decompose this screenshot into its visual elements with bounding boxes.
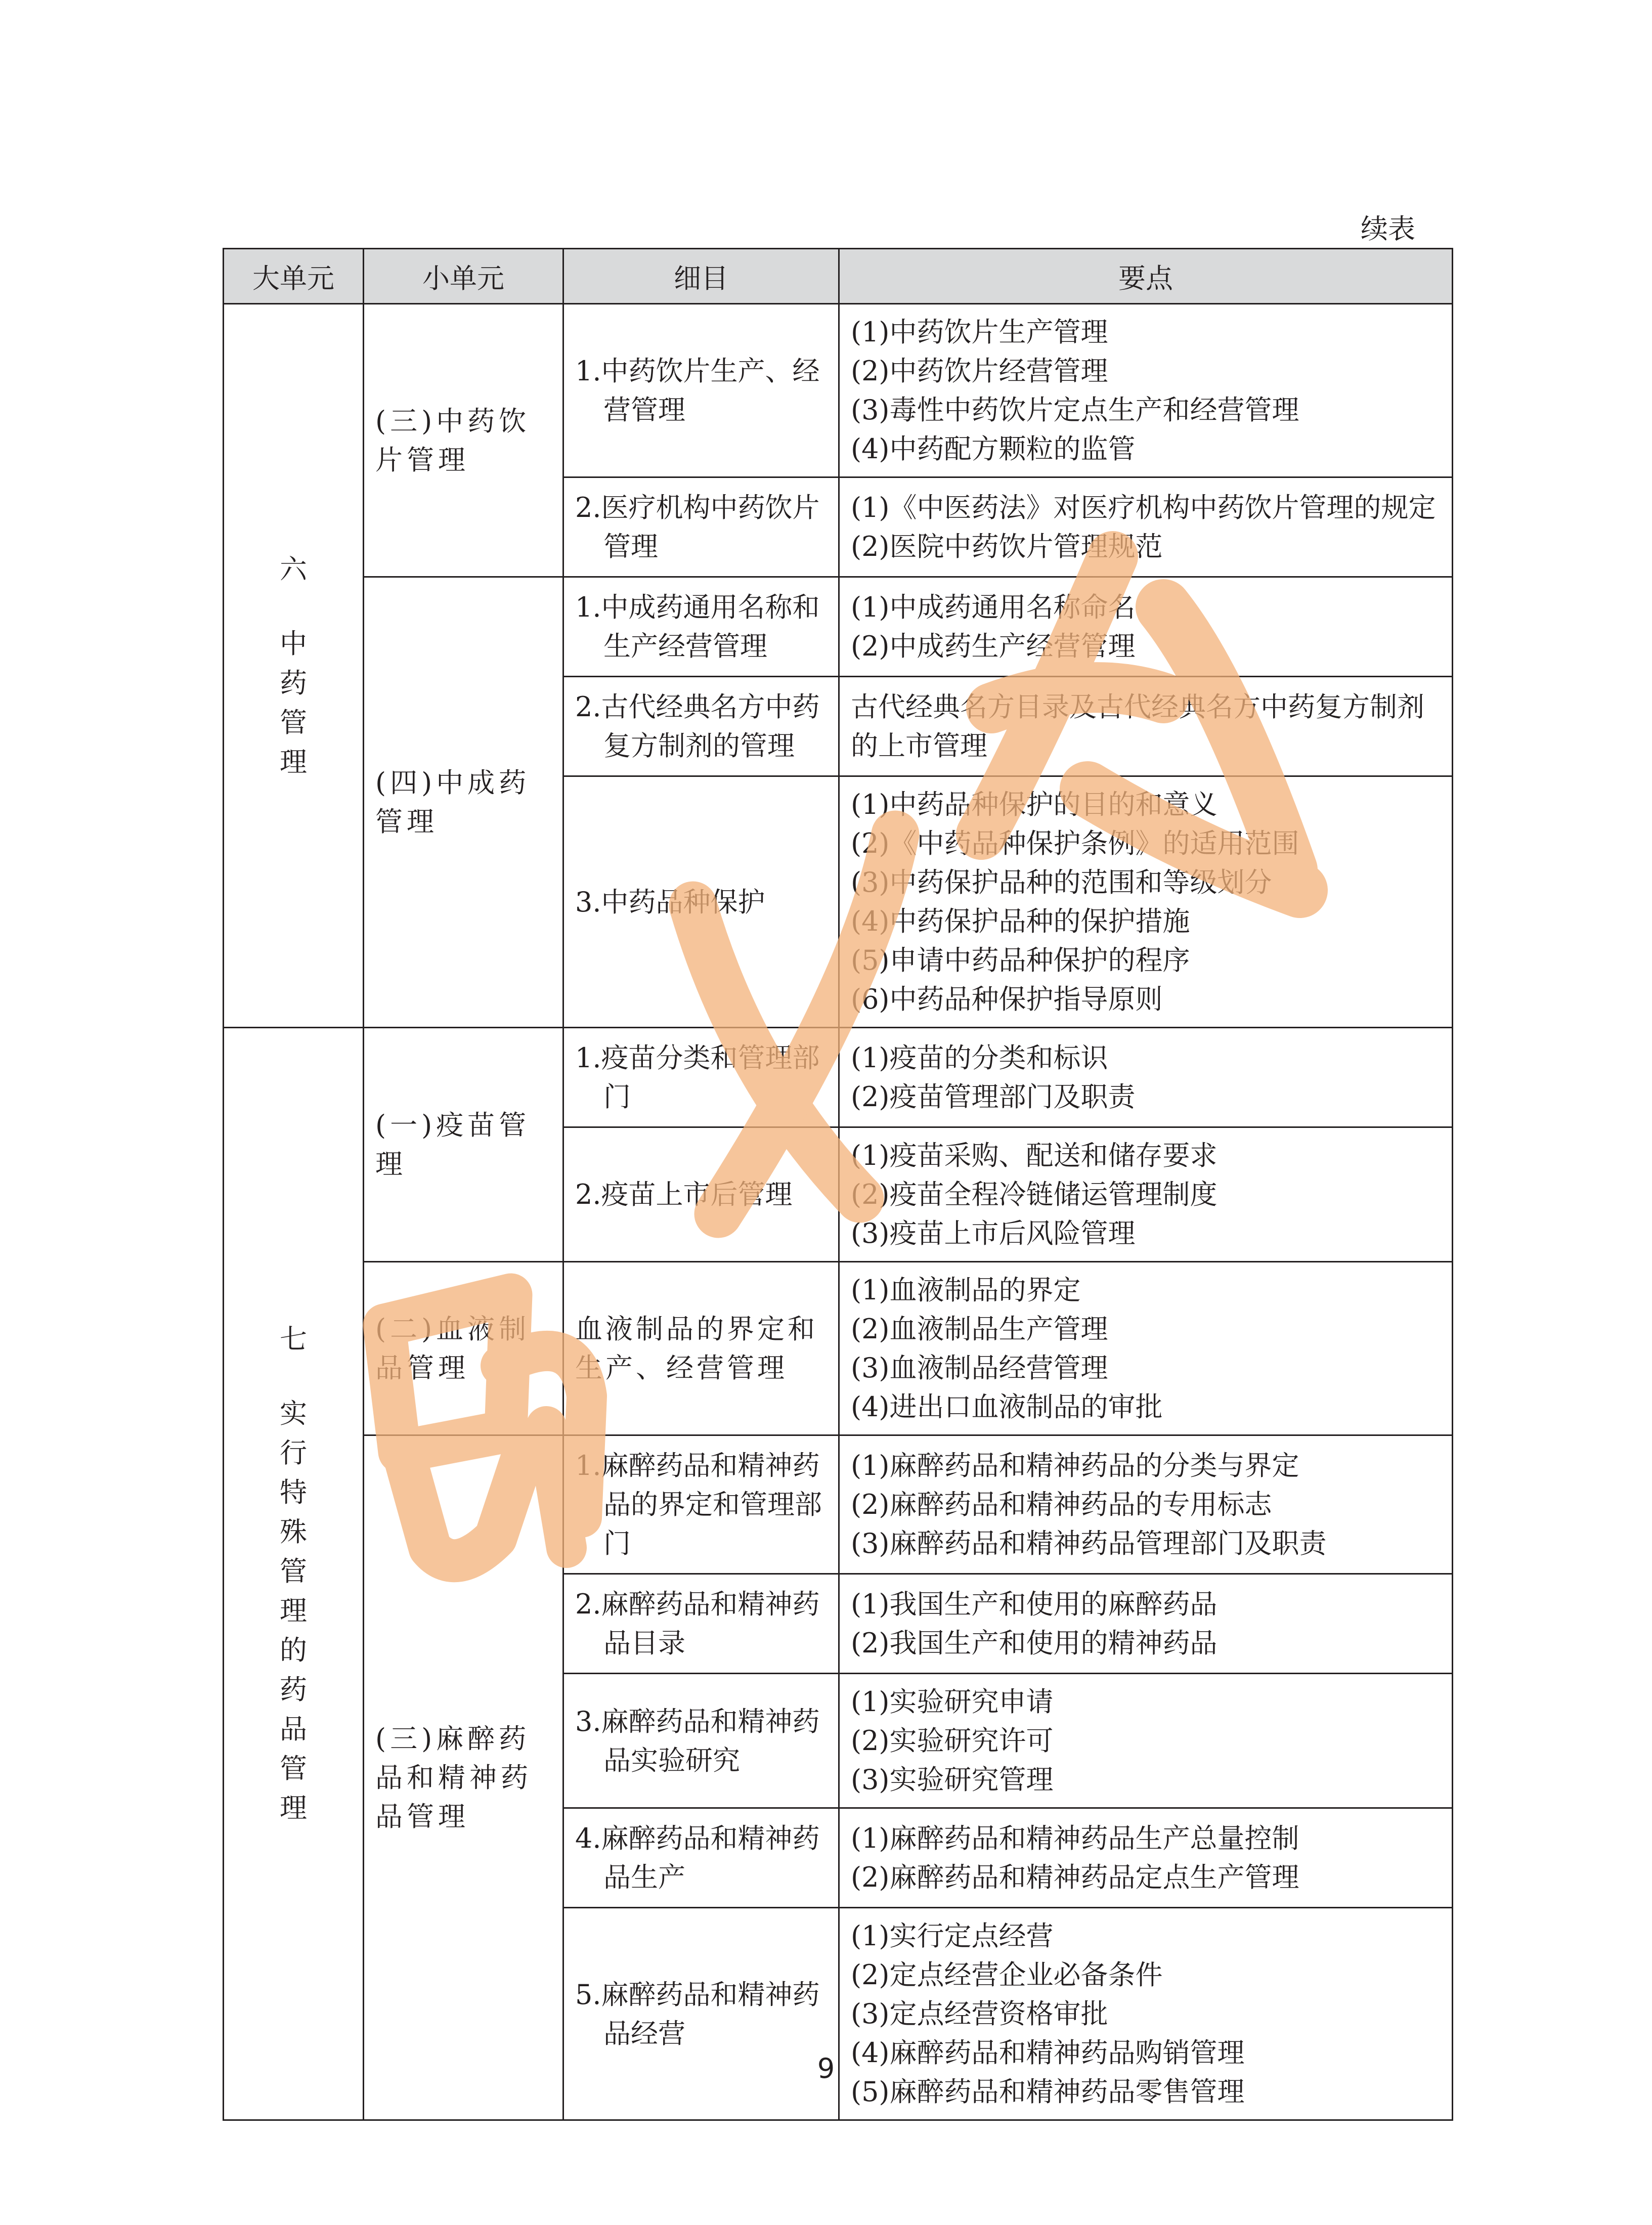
detail-text: 2.麻醉药品和精神药品目录 <box>575 1588 820 1659</box>
detail-text: 1.中成药通用名称和生产经营管理 <box>575 591 820 662</box>
major-unit-cell <box>224 1028 364 2120</box>
detail-text: 3.中药品种保护 <box>575 886 765 918</box>
syllabus-table <box>223 248 1453 2121</box>
detail-text: 2.疫苗上市后管理 <box>575 1179 793 1210</box>
key-point: (2)血液制品生产管理 <box>851 1313 1108 1345</box>
detail-cell <box>563 1674 839 1808</box>
key-point: (3)麻醉药品和精神药品管理部门及职责 <box>851 1528 1327 1559</box>
points-cell <box>839 577 1453 677</box>
key-point: (1)实行定点经营 <box>851 1920 1054 1952</box>
points-cell <box>839 477 1453 577</box>
key-point: (1)中药饮片生产管理 <box>851 316 1108 348</box>
key-point: (3)实验研究管理 <box>851 1764 1054 1796</box>
key-point: (2)定点经营企业必备条件 <box>851 1959 1163 1991</box>
detail-cell <box>563 677 839 776</box>
key-point: (4)中药配方颗粒的监管 <box>851 433 1136 465</box>
key-point: (2)疫苗全程冷链储运管理制度 <box>851 1179 1218 1210</box>
detail-text: 5.麻醉药品和精神药品经营 <box>575 1978 820 2049</box>
key-point: (5)麻醉药品和精神药品零售管理 <box>851 2076 1245 2108</box>
key-point: (4)进出口血液制品的审批 <box>851 1391 1163 1423</box>
detail-text: 1.中药饮片生产、经营管理 <box>575 355 820 426</box>
detail-cell <box>563 1908 839 2120</box>
detail-text: 2.古代经典名方中药复方制剂的管理 <box>575 691 820 762</box>
key-point: (1)疫苗的分类和标识 <box>851 1042 1108 1074</box>
points-cell <box>839 1435 1453 1574</box>
page-number: 9 <box>817 2053 835 2084</box>
key-point: (3)毒性中药饮片定点生产和经营管理 <box>851 394 1299 426</box>
points-cell <box>839 1028 1453 1127</box>
key-point: (2)疫苗管理部门及职责 <box>851 1081 1136 1113</box>
key-point: (1)血液制品的界定 <box>851 1274 1081 1306</box>
sub-unit-cell: (四)中成药管理 <box>364 577 563 1028</box>
sub-unit-cell: (一)疫苗管理 <box>364 1028 563 1262</box>
key-point: (5)申请中药品种保护的程序 <box>851 944 1190 976</box>
key-point: (2)医院中药饮片管理规范 <box>851 531 1163 562</box>
detail-cell <box>563 1435 839 1574</box>
detail-cell <box>563 577 839 677</box>
key-point: (1)中药品种保护的目的和意义 <box>851 789 1218 820</box>
key-point: (1)麻醉药品和精神药品生产总量控制 <box>851 1822 1299 1854</box>
key-point: (6)中药品种保护指导原则 <box>851 983 1163 1015</box>
major-unit-cell <box>224 304 364 1028</box>
points-cell <box>839 1262 1453 1435</box>
detail-cell <box>563 776 839 1028</box>
key-point: (4)麻醉药品和精神药品购销管理 <box>851 2037 1245 2069</box>
points-cell <box>839 1127 1453 1262</box>
major-unit-name: 实行特殊管理的药品管理 <box>280 1398 307 1824</box>
table-header-row <box>224 249 1453 304</box>
major-unit-number: 七 <box>280 1323 307 1355</box>
key-point: (2)中药饮片经营管理 <box>851 355 1108 387</box>
table-row <box>224 577 1453 677</box>
detail-cell <box>563 1127 839 1262</box>
detail-cell <box>563 1574 839 1674</box>
detail-cell <box>563 1028 839 1127</box>
table-row <box>224 1028 1453 1127</box>
key-point: (2)麻醉药品和精神药品的专用标志 <box>851 1489 1272 1520</box>
sub-unit-cell: (三)麻醉药品和精神药品管理 <box>364 1435 563 2120</box>
key-point: 古代经典名方目录及古代经典名方中药复方制剂的上市管理 <box>851 691 1424 762</box>
key-point: (1)麻醉药品和精神药品的分类与界定 <box>851 1450 1299 1481</box>
detail-text: 血液制品的界定和生产、经营管理 <box>575 1313 818 1384</box>
continued-label: 续表 <box>1361 213 1415 245</box>
key-point: (3)疫苗上市后风险管理 <box>851 1217 1136 1249</box>
key-point: (1)疫苗采购、配送和储存要求 <box>851 1140 1218 1171</box>
key-point: (1)中成药通用名称命名 <box>851 591 1136 623</box>
table-row <box>224 304 1453 477</box>
key-point: (1)我国生产和使用的麻醉药品 <box>851 1588 1218 1620</box>
key-point: (2)实验研究许可 <box>851 1725 1054 1757</box>
detail-cell <box>563 477 839 577</box>
header-detail: 细目 <box>563 249 839 304</box>
key-point: (3)中药保护品种的范围和等级划分 <box>851 866 1272 898</box>
points-cell <box>839 1674 1453 1808</box>
points-cell <box>839 304 1453 477</box>
table-row <box>224 1262 1453 1435</box>
points-cell <box>839 776 1453 1028</box>
key-point: (1)实验研究申请 <box>851 1686 1054 1718</box>
key-point: (2)麻醉药品和精神药品定点生产管理 <box>851 1861 1299 1893</box>
points-cell <box>839 1908 1453 2120</box>
header-sub-unit: 小单元 <box>364 249 563 304</box>
key-point: (3)血液制品经营管理 <box>851 1352 1108 1384</box>
detail-text: 1.疫苗分类和管理部门 <box>575 1042 820 1113</box>
key-point: (2)《中药品种保护条例》的适用范围 <box>851 827 1299 859</box>
table-row <box>224 1435 1453 1574</box>
points-cell <box>839 1808 1453 1908</box>
header-major-unit: 大单元 <box>224 249 364 304</box>
points-cell <box>839 1574 1453 1674</box>
detail-text: 2.医疗机构中药饮片管理 <box>575 492 820 562</box>
key-point: (1)《中医药法》对医疗机构中药饮片管理的规定 <box>851 492 1436 523</box>
sub-unit-cell: (三)中药饮片管理 <box>364 304 563 577</box>
detail-cell <box>563 1262 839 1435</box>
key-point: (4)中药保护品种的保护措施 <box>851 905 1190 937</box>
header-key-points: 要点 <box>839 249 1453 304</box>
key-point: (2)我国生产和使用的精神药品 <box>851 1627 1218 1659</box>
points-cell <box>839 677 1453 776</box>
detail-cell <box>563 304 839 477</box>
major-unit-name: 中药管理 <box>280 627 307 778</box>
major-unit-number: 六 <box>280 553 307 585</box>
detail-text: 3.麻醉药品和精神药品实验研究 <box>575 1705 820 1776</box>
key-point: (3)定点经营资格审批 <box>851 1998 1108 2030</box>
sub-unit-cell: (二)血液制品管理 <box>364 1262 563 1435</box>
key-point: (2)中成药生产经营管理 <box>851 630 1136 662</box>
detail-text: 4.麻醉药品和精神药品生产 <box>575 1822 820 1893</box>
detail-cell <box>563 1808 839 1908</box>
detail-text: 1.麻醉药品和精神药品的界定和管理部门 <box>575 1450 822 1559</box>
